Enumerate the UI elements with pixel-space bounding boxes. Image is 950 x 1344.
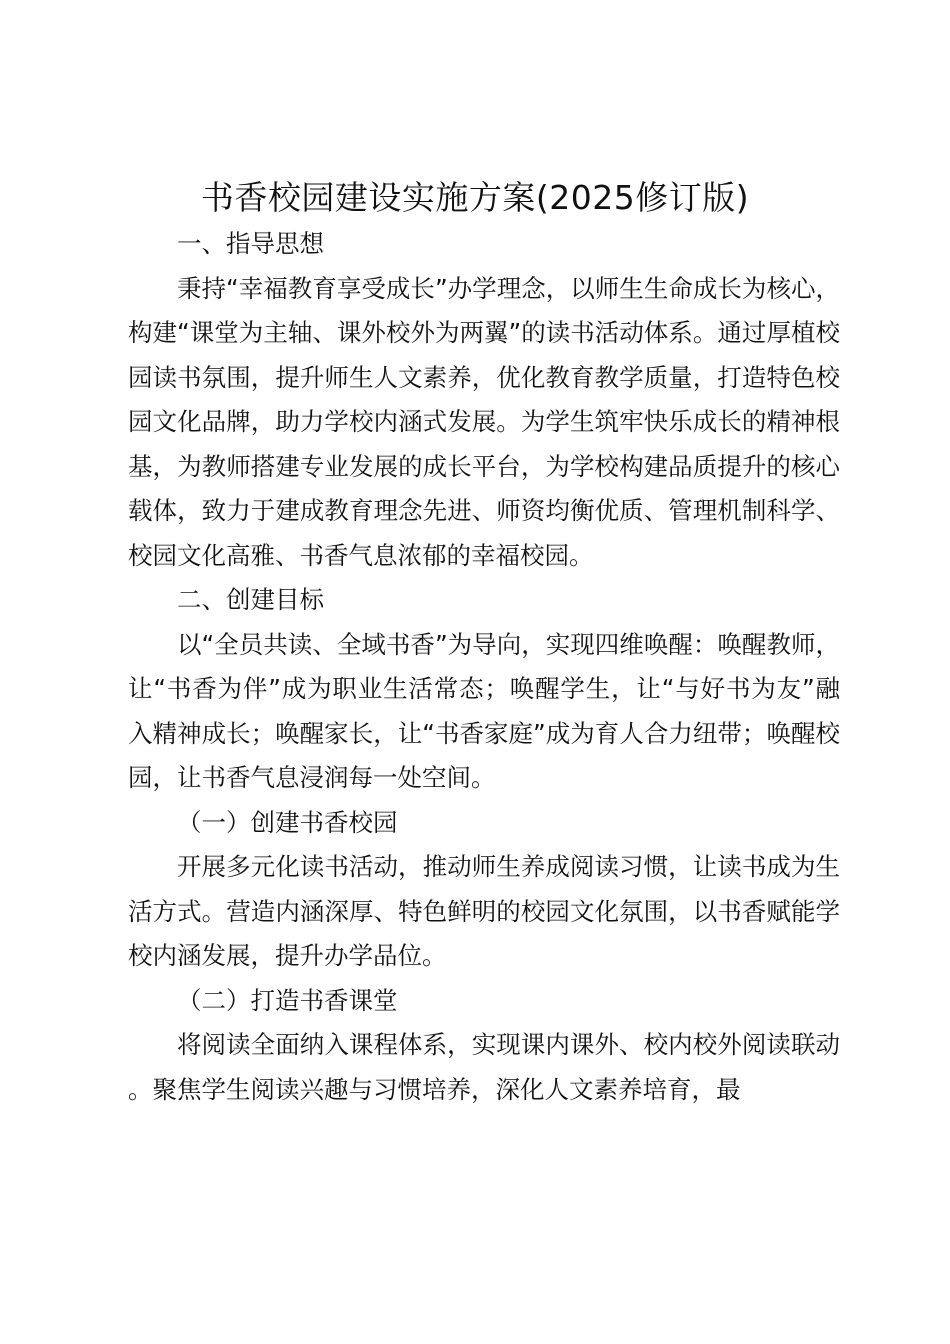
- paragraph-guiding-ideology: 秉持“幸福教育享受成长”办学理念，以师生生命成长为核心，构建“课堂为主轴、课外校外为两翼”的读书活动体系。通过厚植校园读书氛围，提升师生人文素养，优化教育教学质量，打造特色校园文化品牌，助力学校内涵式发展。为学生筑牢快乐成长的精神根基，为教师搭建专业发展的成长平台，为学校构建品质提升的核心载体，致力于建成教育理念先进、师资均衡优质、管理机制科学、校园文化高雅、书香气息浓郁的幸福校园。: [128, 273, 840, 570]
- paragraph-campus: 开展多元化读书活动，推动师生养成阅读习惯，让读书成为生活方式。营造内涵深厚、特色鲜明的校园文化氛围，以书香赋能学校内涵发展，提升办学品位。: [128, 852, 840, 970]
- subsection-heading-classroom: （二）打造书香课堂: [177, 985, 398, 1015]
- document-title: 书香校园建设实施方案(2025修订版): [200, 178, 750, 217]
- subsection-heading-campus: （一）创建书香校园: [177, 807, 398, 837]
- paragraph-goals: 以“全员共读、全域书香”为导向，实现四维唤醒：唤醒教师，让“书香为伴”成为职业生活常态；唤醒学生，让“与好书为友”融入精神成长；唤醒家长，让“书香家庭”成为育人合力纽带；唤醒校园，让书香气息浸润每一处空间。: [128, 629, 840, 792]
- document-body: [128, 222, 840, 1112]
- paragraph-classroom: 将阅读全面纳入课程体系，实现课内课外、校内校外阅读联动。聚焦学生阅读兴趣与习惯培养，深化人文素养培育，最: [128, 1030, 840, 1104]
- section-heading-goals: 二、创建目标: [177, 585, 324, 614]
- section-heading-guiding-ideology: 一、指导思想: [177, 229, 324, 258]
